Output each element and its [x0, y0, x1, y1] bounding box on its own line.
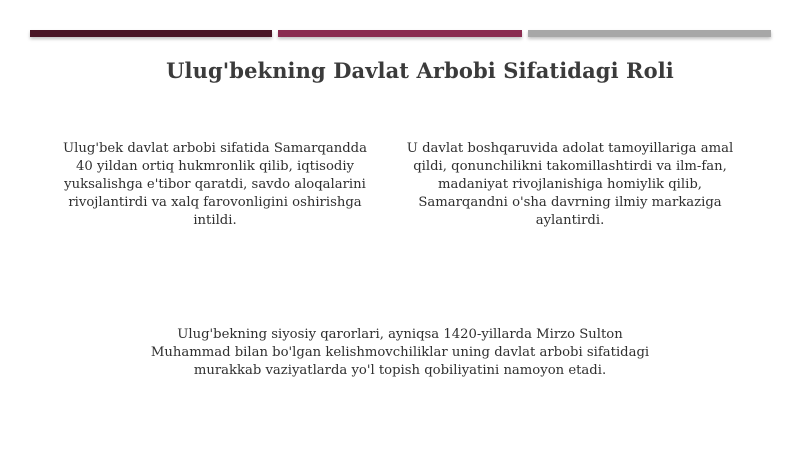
- right-paragraph: U davlat boshqaruvida adolat tamoyillariga amal qildi, qonunchilikni takomillashtirdi va ilm-fan, madaniyat rivojlanishiga homiylik qilib, Samarqandni o'sha davrning ilmiy markaziga aylantirdi.: [406, 141, 734, 228]
- top-accent-bar-gray: [528, 30, 771, 37]
- slide-title: Ulug'bekning Davlat Arbobi Sifatidagi Roli: [166, 58, 674, 83]
- left-paragraph: Ulug'bek davlat arbobi sifatida Samarqandda 40 yildan ortiq hukmronlik qilib, iqtisodiy yuksalishga e'tibor qaratdi, savdo aloqalarini rivojlantirdi va xalq farovonligini oshirishga intildi.: [63, 141, 367, 228]
- bottom-paragraph: Ulug'bekning siyosiy qarorlari, ayniqsa 1420-yillarda Mirzo Sulton Muhammad bilan bo'lgan kelishmovchiliklar uning davlat arbobi sifatidagi murakkab vaziyatlarda yo'l topish qobiliyatini namoyon etadi.: [150, 327, 650, 378]
- top-accent-bar-dark: [30, 30, 272, 37]
- top-accent-bar-magenta: [278, 30, 522, 37]
